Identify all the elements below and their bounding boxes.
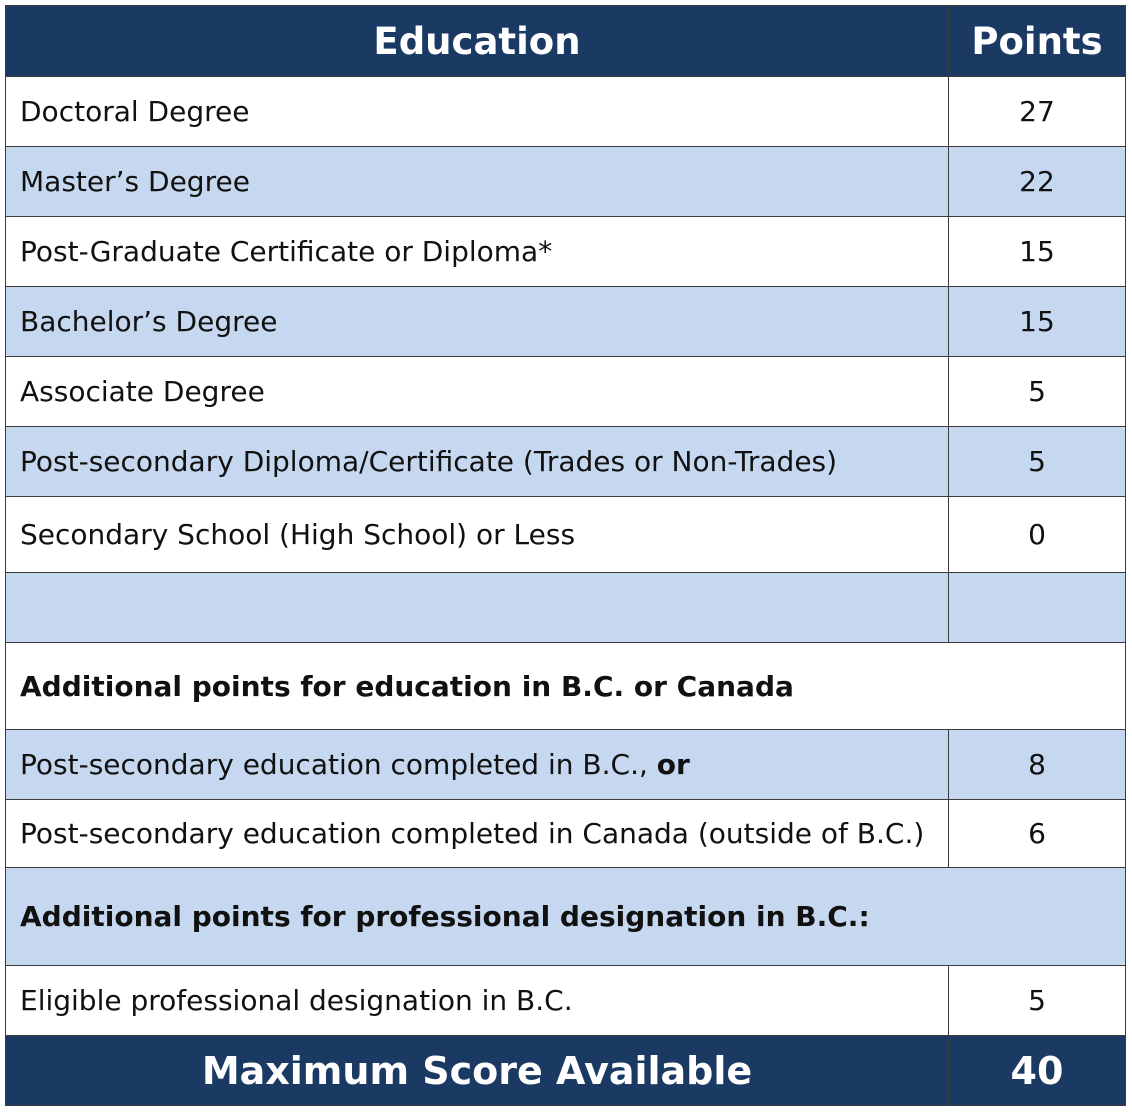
row-points: 15 xyxy=(949,287,1126,357)
table-row xyxy=(6,966,1126,1036)
empty-cell xyxy=(949,573,1126,643)
row-label-emphasis: or xyxy=(656,748,690,781)
table-row xyxy=(6,217,1126,287)
table-row xyxy=(6,427,1126,497)
empty-cell xyxy=(6,573,949,643)
table-footer-row xyxy=(6,1036,1126,1106)
row-label: Post-secondary Diploma/Certificate (Trades or Non-Trades) xyxy=(6,427,949,497)
row-points: 22 xyxy=(949,147,1126,217)
table-row xyxy=(6,147,1126,217)
row-points: 15 xyxy=(949,217,1126,287)
table-row xyxy=(6,77,1126,147)
row-points: 5 xyxy=(949,357,1126,427)
table-row xyxy=(6,800,1126,868)
section-heading-row xyxy=(6,643,1126,730)
row-label-text: Post-secondary education completed in B.C., xyxy=(20,748,657,781)
row-label xyxy=(6,730,949,800)
footer-points: 40 xyxy=(949,1036,1126,1106)
row-label: Secondary School (High School) or Less xyxy=(6,497,949,573)
row-points: 5 xyxy=(949,966,1126,1036)
row-label: Post-secondary education completed in Canada (outside of B.C.) xyxy=(6,800,949,868)
education-points-table xyxy=(5,5,1126,1106)
row-points: 8 xyxy=(949,730,1126,800)
row-points: 6 xyxy=(949,800,1126,868)
row-label: Master’s Degree xyxy=(6,147,949,217)
row-label: Eligible professional designation in B.C. xyxy=(6,966,949,1036)
footer-label: Maximum Score Available xyxy=(6,1036,949,1106)
header-points: Points xyxy=(949,6,1126,77)
table-row xyxy=(6,497,1126,573)
table-header-row xyxy=(6,6,1126,77)
row-points: 27 xyxy=(949,77,1126,147)
row-label: Bachelor’s Degree xyxy=(6,287,949,357)
section-heading-bc-canada: Additional points for education in B.C. or Canada xyxy=(6,643,1126,730)
education-points-table-wrap xyxy=(5,5,1125,1106)
table-row xyxy=(6,357,1126,427)
empty-spacer-row xyxy=(6,573,1126,643)
header-education: Education xyxy=(6,6,949,77)
row-points: 0 xyxy=(949,497,1126,573)
table-row xyxy=(6,730,1126,800)
section-heading-designation: Additional points for professional designation in B.C.: xyxy=(6,868,1126,966)
row-label: Doctoral Degree xyxy=(6,77,949,147)
row-label: Associate Degree xyxy=(6,357,949,427)
table-row xyxy=(6,287,1126,357)
row-points: 5 xyxy=(949,427,1126,497)
row-label: Post-Graduate Certificate or Diploma* xyxy=(6,217,949,287)
section-heading-row xyxy=(6,868,1126,966)
